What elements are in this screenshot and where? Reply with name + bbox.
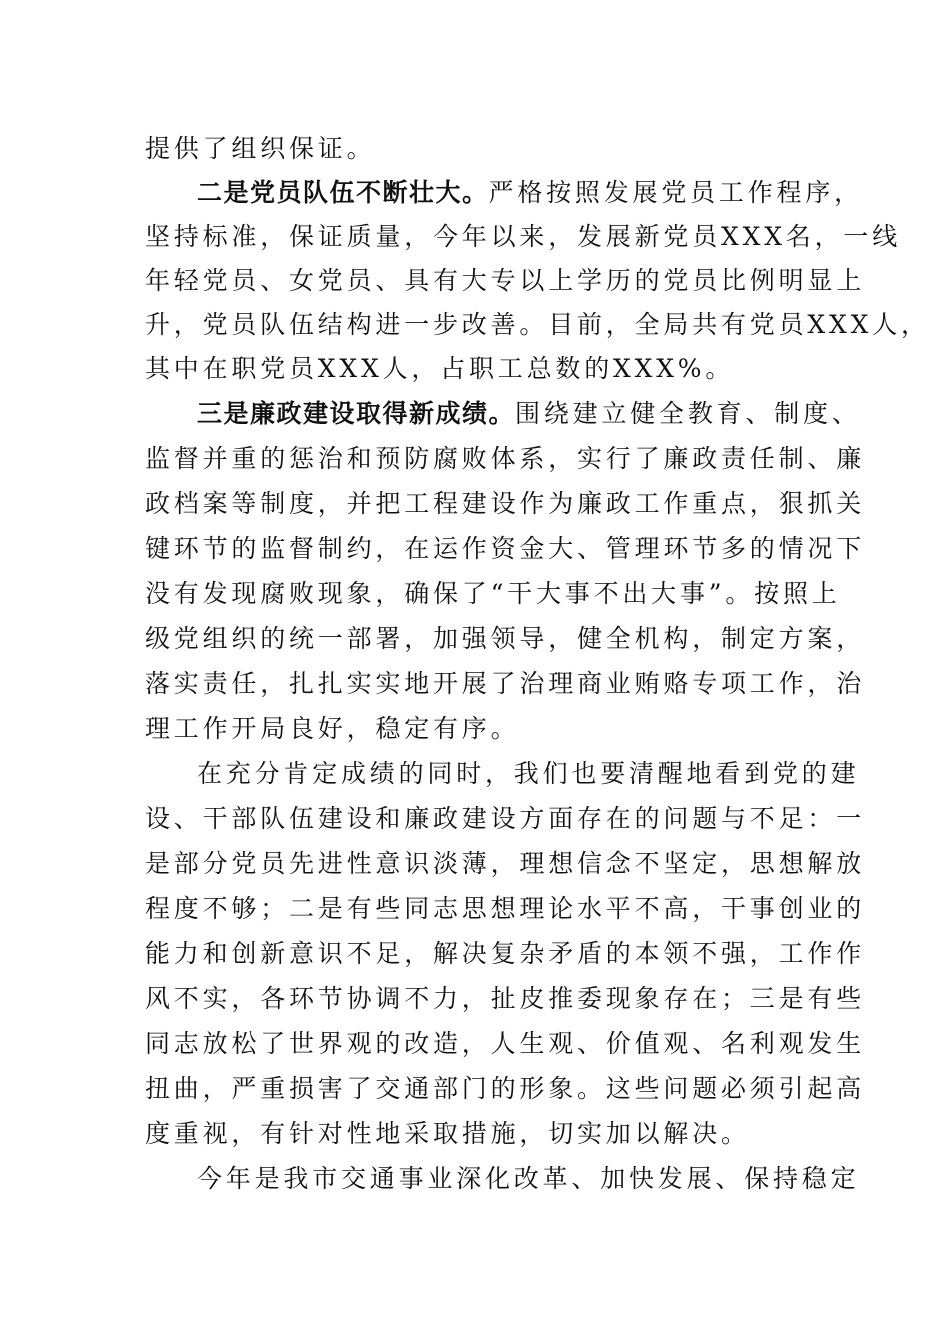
text-fragment: 严格按照发展党员工作程序， <box>488 178 863 207</box>
text-line: 其中在职党员XXX人，占职工总数的XXX%。 <box>145 354 735 383</box>
text-line: 政档案等制度，并把工程建设作为廉政工作重点，狠抓关 <box>145 489 866 518</box>
paragraph-line <box>197 392 861 436</box>
text-line: 风不实，各环节协调不力，扯皮推委现象存在；三是有些 <box>145 984 866 1013</box>
text-line: 没有发现腐败现象，确保了“干大事不出大事”。按照上 <box>145 579 841 608</box>
text-fragment: 围绕建立健全教育、制度、 <box>515 399 861 428</box>
text-line: 监督并重的惩治和预防腐败体系，实行了廉政责任制、廉 <box>145 444 866 473</box>
text-line: 能力和创新意识不足，解决复杂矛盾的本领不强，工作作 <box>145 939 866 968</box>
paragraph-line <box>197 171 863 215</box>
text-line: 键环节的监督制约，在运作资金大、管理环节多的情况下 <box>145 534 866 563</box>
text-line: 同志放松了世界观的改造，人生观、价值观、名利观发生 <box>145 1029 866 1058</box>
text-line: 今年是我市交通事业深化改革、加快发展、保持稳定 <box>197 1164 860 1193</box>
text-line: 是部分党员先进性意识淡薄，理想信念不坚定，思想解放 <box>145 849 866 878</box>
text-line: 扭曲，严重损害了交通部门的形象。这些问题必须引起高 <box>145 1074 866 1103</box>
text-line: 理工作开局良好，稳定有序。 <box>145 714 520 743</box>
bold-heading: 二是党员队伍不断壮大。 <box>197 178 489 207</box>
text-line: 程度不够；二是有些同志思想理论水平不高，干事创业的 <box>145 894 866 923</box>
text-line: 坚持标准，保证质量，今年以来，发展新党员XXX名，一线 <box>145 222 901 251</box>
text-line: 升，党员队伍结构进一步改善。目前，全局共有党员XXX人， <box>145 310 930 339</box>
text-line: 年轻党员、女党员、具有大专以上学历的党员比例明显上 <box>145 266 866 295</box>
text-line: 落实责任，扎扎实实地开展了治理商业贿赂专项工作，治 <box>145 669 866 698</box>
text-line: 级党组织的统一部署，加强领导，健全机构，制定方案， <box>145 624 866 653</box>
bold-heading: 三是廉政建设取得新成绩。 <box>197 399 516 428</box>
text-line: 度重视，有针对性地采取措施，切实加以解决。 <box>145 1119 750 1148</box>
text-line: 设、干部队伍建设和廉政建设方面存在的问题与不足：一 <box>145 804 866 833</box>
text-line: 提供了组织保证。 <box>145 134 376 163</box>
text-line: 在充分肯定成绩的同时，我们也要清醒地看到党的建 <box>197 759 860 788</box>
